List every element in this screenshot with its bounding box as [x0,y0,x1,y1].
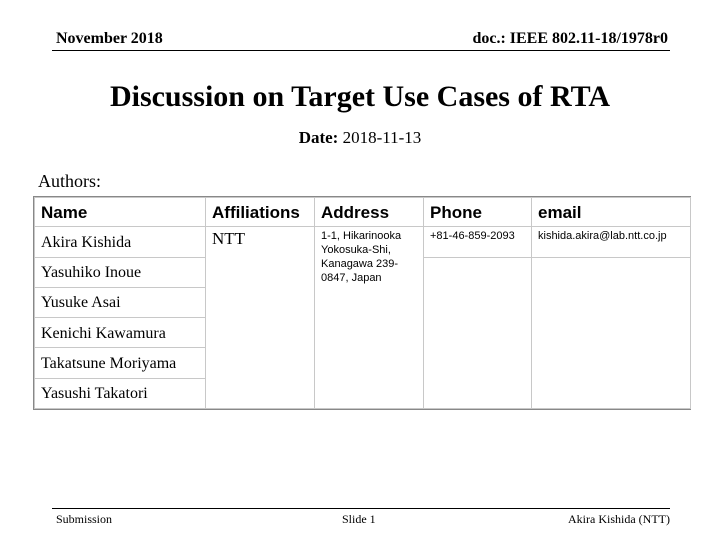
footer-divider [52,508,670,509]
author-name: Yasushi Takatori [35,378,206,408]
author-affiliation: NTT [206,227,315,409]
authors-label: Authors: [38,171,101,191]
authors-table [33,196,691,410]
phone-empty-cell [424,257,532,408]
table-row [35,227,691,257]
header-date: November 2018 [56,30,163,47]
header-email: email [532,198,691,227]
header-phone: Phone [424,198,532,227]
author-name: Akira Kishida [35,227,206,257]
author-name: Takatsune Moriyama [35,348,206,378]
date-line [0,128,720,148]
email-empty-cell [532,257,691,408]
header-address: Address [315,198,424,227]
date-value: 2018-11-13 [342,128,422,147]
table-header-row [35,198,691,227]
author-phone: +81-46-859-2093 [424,227,532,257]
footer-slide-number: Slide 1 [342,512,376,526]
author-address: 1-1, Hikarinooka Yokosuka-Shi, Kanagawa 239-0847, Japan [315,227,424,409]
author-name: Kenichi Kawamura [35,318,206,348]
footer-submission: Submission [56,512,113,526]
header-doc-id: doc.: IEEE 802.11-18/1978r0 [472,30,668,47]
author-email: kishida.akira@lab.ntt.co.jp [532,227,691,257]
header-affiliations: Affiliations [206,198,315,227]
slide-title: Discussion on Target Use Cases of RTA [109,80,611,113]
header-name: Name [35,198,206,227]
author-name: Yusuke Asai [35,287,206,317]
footer-author: Akira Kishida (NTT) [568,512,670,526]
header-divider [52,50,670,51]
author-name: Yasuhiko Inoue [35,257,206,287]
date-label: Date: [298,128,339,147]
